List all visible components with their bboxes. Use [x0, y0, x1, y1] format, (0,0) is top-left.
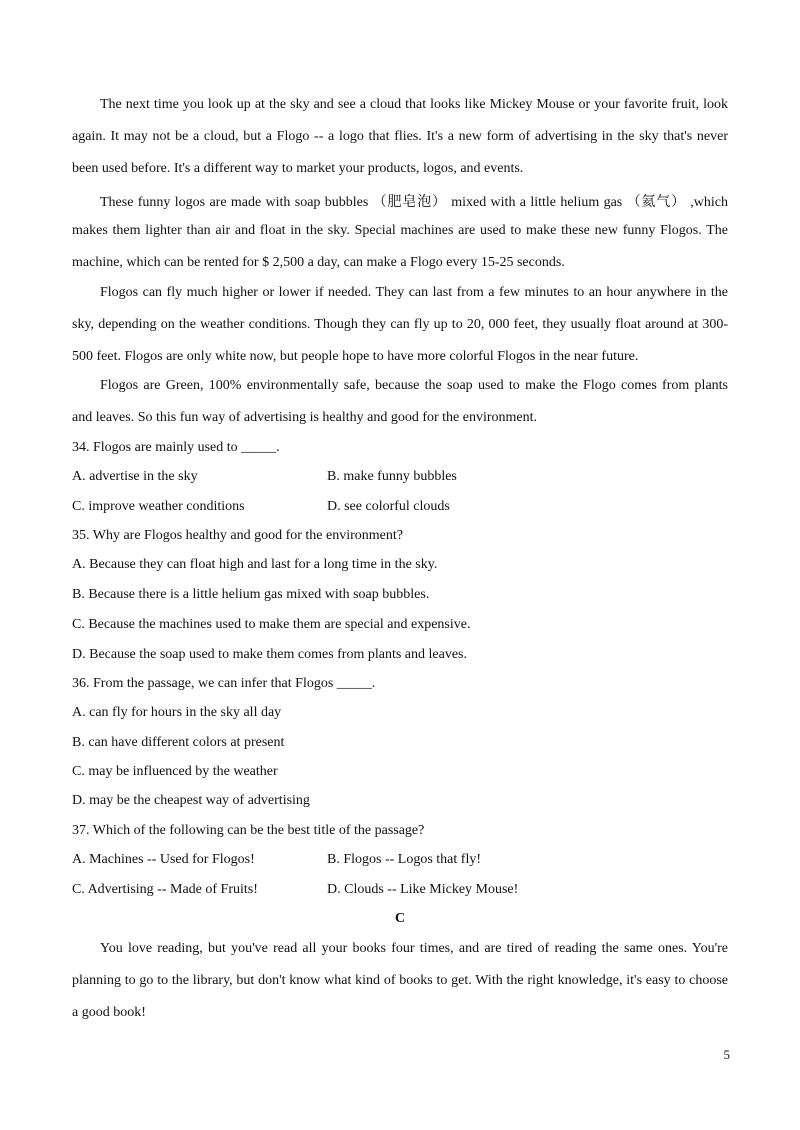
question-34-option-b: B. make funny bubbles: [327, 469, 457, 484]
question-36-option-a: A. can fly for hours in the sky all day: [72, 705, 282, 720]
passage-b-p3-line2: sky, depending on the weather conditions. Though they can fly up to 20, 000 feet, they usually float around at 300-: [72, 317, 728, 332]
question-36-option-b: B. can have different colors at present: [72, 735, 285, 750]
question-35-option-b: B. Because there is a little helium gas mixed with soap bubbles.: [72, 587, 430, 602]
passage-b-p4-line2: and leaves. So this fun way of advertising is healthy and good for the environment.: [72, 410, 538, 425]
question-36-stem: 36. From the passage, we can infer that Flogos _____.: [72, 676, 376, 691]
passage-b-p2-line3: machine, which can be rented for $ 2,500 a day, can make a Flogo every 15-25 seconds.: [72, 255, 565, 270]
question-34-option-c: C. improve weather conditions: [72, 499, 245, 514]
question-35-option-d: D. Because the soap used to make them comes from plants and leaves.: [72, 647, 467, 662]
section-c-p1-line1: You love reading, but you've read all your books four times, and are tired of reading the same ones. You're: [100, 941, 728, 956]
question-36-option-c: C. may be influenced by the weather: [72, 764, 278, 779]
question-37-option-b: B. Flogos -- Logos that fly!: [327, 852, 481, 867]
question-35-option-c: C. Because the machines used to make them are special and expensive.: [72, 617, 471, 632]
section-c-p1-line3: a good book!: [72, 1005, 146, 1020]
question-34-stem: 34. Flogos are mainly used to _____.: [72, 440, 280, 455]
question-37-option-d: D. Clouds -- Like Mickey Mouse!: [327, 882, 519, 897]
question-36-option-d: D. may be the cheapest way of advertising: [72, 793, 310, 808]
section-c-heading: C: [394, 911, 406, 926]
question-34-option-a: A. advertise in the sky: [72, 469, 198, 484]
passage-b-p3-line3: 500 feet. Flogos are only white now, but people hope to have more colorful Flogos in the near future.: [72, 349, 639, 364]
question-37-stem: 37. Which of the following can be the best title of the passage?: [72, 823, 425, 838]
passage-b-p1-line3: been used before. It's a different way to market your products, logos, and events.: [72, 161, 524, 176]
section-c-p1-line2: planning to go to the library, but don't know what kind of books to get. With the right knowledge, it's easy to choose: [72, 973, 728, 988]
question-35-stem: 35. Why are Flogos healthy and good for the environment?: [72, 528, 403, 543]
passage-b-p3-line1: Flogos can fly much higher or lower if needed. They can last from a few minutes to an hour anywhere in the: [100, 285, 728, 300]
passage-b-p4-line1: Flogos are Green, 100% environmentally safe, because the soap used to make the Flogo comes from plants: [100, 378, 728, 393]
passage-b-p2-line2: makes them lighter than air and float in the sky. Special machines are used to make these new funny Flogos. The: [72, 223, 728, 238]
passage-b-p2-line1: These funny logos are made with soap bubbles （肥皂泡） mixed with a little helium gas （氦气） ,which: [100, 195, 728, 210]
page-number: 5: [723, 1047, 730, 1062]
question-35-option-a: A. Because they can float high and last for a long time in the sky.: [72, 557, 438, 572]
passage-b-p1-line2: again. It may not be a cloud, but a Flogo -- a logo that flies. It's a new form of advertising in the sky that's never: [72, 129, 728, 144]
passage-b-p1-line1: The next time you look up at the sky and see a cloud that looks like Mickey Mouse or your favorite fruit, look: [100, 97, 728, 112]
question-37-option-c: C. Advertising -- Made of Fruits!: [72, 882, 258, 897]
question-37-option-a: A. Machines -- Used for Flogos!: [72, 852, 255, 867]
question-34-option-d: D. see colorful clouds: [327, 499, 450, 514]
